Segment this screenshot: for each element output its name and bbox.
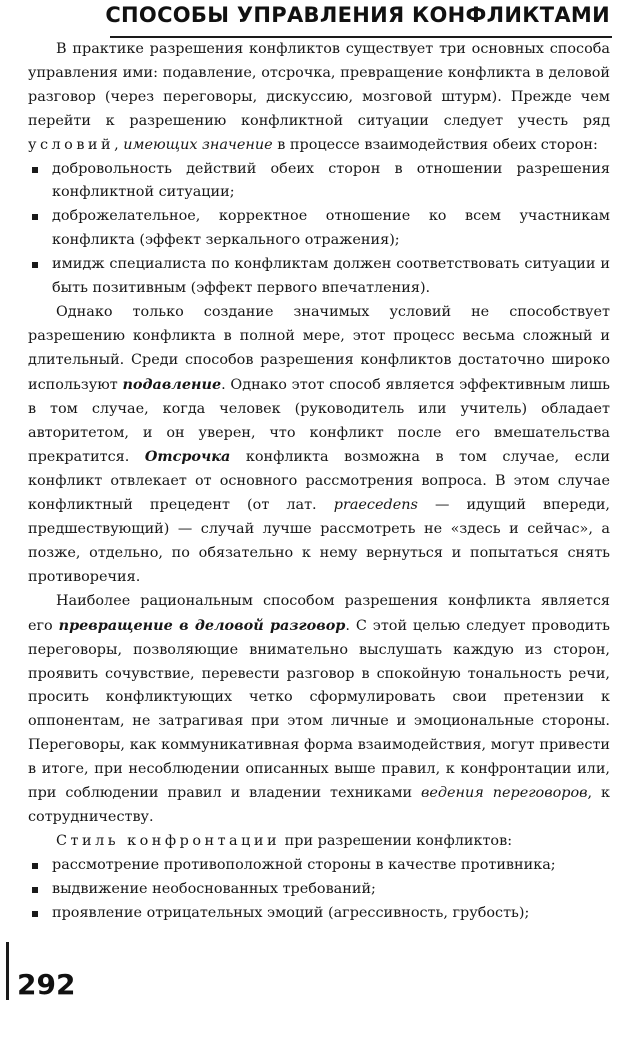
list-item: имидж специалиста по конфликтам должен соответствовать ситуации и быть позитивным (эффект первого впечатления).: [28, 253, 610, 301]
list-item: проявление отрицательных эмоций (агрессивность, грубость);: [28, 902, 610, 926]
latin-term: praecedens: [333, 497, 418, 514]
term-suppression: подавление: [122, 375, 222, 393]
list-item: доброжелательное, корректное отношение ко всем участникам конфликта (эффект зеркального отражения);: [28, 205, 610, 253]
running-header: [105, 0, 612, 38]
page-title: СПОСОБЫ УПРАВЛЕНИЯ КОНФЛИКТАМИ: [105, 3, 610, 27]
list-item: рассмотрение противоположной стороны в качестве противника;: [28, 854, 610, 878]
intro-text-2: ,: [114, 136, 124, 153]
methods-text-4: — идущий впереди, предшествующий) — случай лучше рассмотреть не «здесь и сейчас», а позже, отдельно, по обязательно к нему вернуться и попытаться снять противоречия.: [28, 497, 611, 585]
spaced-style-term: Стиль конфронтации: [56, 832, 281, 849]
list-item: добровольность действий обеих сторон в отношении разрешения конфликтной ситуации;: [28, 158, 610, 206]
page-body: [28, 38, 610, 926]
term-postponement: Отсрочка: [144, 448, 231, 466]
list-item: выдвижение необоснованных требований;: [28, 878, 610, 902]
intro-paragraph: [28, 38, 610, 158]
confrontation-intro-text: при разрешении конфликтов:: [280, 832, 513, 849]
conditions-list: [28, 158, 610, 301]
page-number: 292: [17, 968, 76, 1001]
methods-paragraph: [28, 301, 610, 590]
methods-text-2: . Однако этот способ является эффективным лишь в том случае, когда человек (руководитель или учитель) обладает авторитетом, и он уверен, что конфликт после его вмешательства прекратится.: [28, 376, 611, 466]
spaced-term: условий: [28, 136, 115, 153]
italic-phrase: имеющих значение: [123, 136, 273, 153]
intro-text-1: В практике разрешения конфликтов существует три основных способа управления ими: подавление, отсрочка, превращение конфликта в деловой разговор (через переговоры, дискуссию, мозговой штурм). Прежде чем перейти к разрешению конфликтной ситуации следует учесть ряд: [28, 41, 610, 129]
confrontation-list: [28, 854, 610, 926]
intro-text-3: в процессе взаимодействия обеих сторон:: [272, 136, 598, 153]
methods-text-3: конфликта возможна в том случае, если конфликт отвлекает от основного рассмотрения вопроса. В этом случае конфликтный прецедент (от лат.: [28, 449, 610, 514]
rational-text-1: Наиболее рациональным способом разрешения конфликта является его: [28, 592, 610, 634]
confrontation-intro: [28, 830, 610, 854]
rational-text-3: , к сотрудничеству.: [28, 785, 610, 825]
italic-negotiations: ведения переговоров: [421, 785, 588, 802]
term-business-talk: превращение в деловой разговор: [58, 616, 346, 634]
page-marker-bar: [6, 942, 9, 1000]
rational-text-2: . С этой целью следует проводить переговоры, позволяющие внимательно выслушать каждую из сторон, проявить сочувствие, перевести разговор в спокойную тональность речи, просить конфликтующих четко сформулировать свои претензии к оппонентам, не затрагивая при этом личные и эмоциональные стороны. Переговоры, как коммуникативная форма взаимодействия, могут привести в итоге, при несоблюдении описанных выше правил, к конфронтации или, при соблюдении правил и владении техниками: [28, 617, 611, 802]
rational-paragraph: [28, 590, 610, 830]
methods-text-1: Однако только создание значимых условий не способствует разрешению конфликта в полной мере, этот процесс весьма сложный и длительный. Среди способов разрешения конфликтов достаточно широко используют: [28, 303, 610, 393]
